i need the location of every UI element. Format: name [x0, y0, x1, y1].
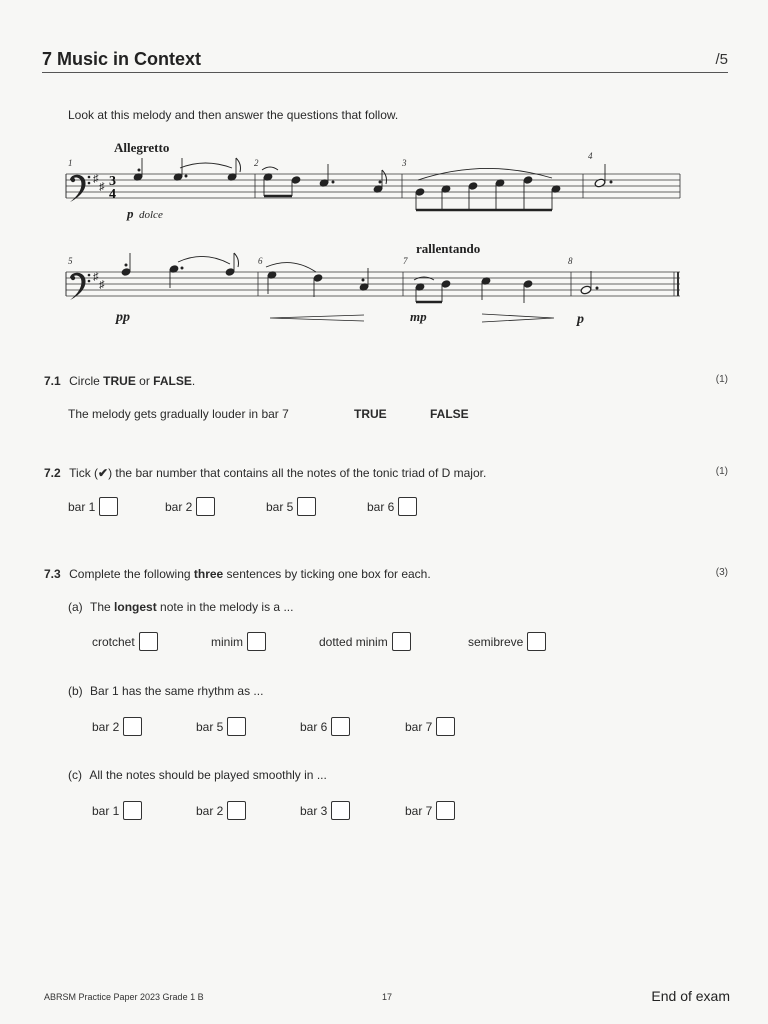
option-label: bar 5 — [196, 719, 224, 734]
option-label: bar 7 — [405, 803, 433, 818]
question-marks: (1) — [715, 374, 728, 385]
option-label: bar 7 — [405, 719, 433, 734]
option-label: semibreve — [468, 634, 524, 649]
option-bar-5 — [266, 497, 316, 516]
section-score: /5 — [715, 51, 728, 68]
option-label: crotchet — [92, 634, 135, 649]
question-number: 7.1 — [44, 374, 61, 388]
tempo-change-marking: rallentando — [416, 241, 481, 256]
option-label: bar 2 — [92, 719, 120, 734]
dynamic-marking: p — [127, 206, 134, 221]
section-title: 7 Music in Context — [42, 49, 202, 69]
tick-box[interactable] — [99, 497, 118, 516]
option-bar-5 — [196, 717, 246, 736]
tick-icon: ✔ — [98, 466, 109, 480]
dynamic-marking: mp — [410, 309, 427, 324]
question-number: 7.3 — [44, 567, 61, 581]
question-marks: (1) — [715, 466, 728, 477]
subquestion-label: (a) — [68, 600, 83, 614]
subquestion-text: The — [90, 600, 115, 614]
tick-box[interactable] — [297, 497, 316, 516]
subquestion-c — [68, 768, 327, 782]
statement-text: The melody gets gradually louder in bar 7 — [68, 407, 289, 421]
option-label: bar 2 — [165, 499, 193, 514]
bar-number: 4 — [588, 151, 593, 161]
tick-box[interactable] — [436, 717, 455, 736]
option-bar-2 — [92, 717, 142, 736]
option-label: bar 3 — [300, 803, 328, 818]
option-label: bar 6 — [367, 499, 395, 514]
footer-paper-title: ABRSM Practice Paper 2023 Grade 1 B — [44, 992, 204, 1002]
subquestion-bold: longest — [114, 600, 157, 614]
subquestion-a — [68, 600, 293, 614]
tick-box[interactable] — [331, 717, 350, 736]
option-label: bar 5 — [266, 499, 294, 514]
notes-line-1 — [133, 158, 612, 210]
tick-box[interactable] — [227, 801, 246, 820]
page-number: 17 — [382, 992, 393, 1002]
option-label: bar 1 — [68, 499, 96, 514]
option-label: bar 6 — [300, 719, 328, 734]
question-7-1-prompt — [44, 372, 195, 390]
prompt-text: or — [135, 374, 154, 388]
option-dotted-minim — [319, 632, 411, 651]
subquestion-label: (c) — [68, 768, 82, 782]
option-label: bar 2 — [196, 803, 224, 818]
time-signature-top: 3 — [109, 174, 116, 189]
bar-number: 7 — [403, 256, 408, 266]
staff-line-1 — [66, 174, 680, 198]
end-of-exam-label: End of exam — [651, 988, 730, 1004]
answer-false[interactable]: FALSE — [430, 407, 469, 421]
prompt-text: . — [191, 374, 196, 388]
option-bar-7 — [405, 801, 455, 820]
option-bar-6 — [300, 717, 350, 736]
bar-number: 1 — [68, 158, 73, 168]
option-bar-2 — [196, 801, 246, 820]
option-bar-2 — [165, 497, 215, 516]
option-minim — [211, 632, 266, 651]
melody-score — [0, 130, 768, 350]
option-semibreve — [468, 632, 546, 651]
option-bar-1 — [68, 497, 118, 516]
bar-number: 5 — [68, 256, 73, 266]
key-sharp-icon: ♯ — [99, 279, 105, 291]
question-number: 7.2 — [44, 466, 61, 480]
option-bar-3 — [300, 801, 350, 820]
question-7-3-prompt — [44, 565, 431, 583]
tick-box[interactable] — [196, 497, 215, 516]
dynamic-marking: p — [577, 312, 584, 327]
subquestion-text: note in the melody is a ... — [156, 600, 294, 614]
option-bar-6 — [367, 497, 417, 516]
answer-true[interactable]: TRUE — [354, 407, 387, 421]
prompt-text: sentences by ticking one box for each. — [223, 567, 431, 581]
bar-number: 2 — [254, 158, 259, 168]
header-rule — [42, 72, 728, 73]
key-sharp-icon: ♯ — [93, 173, 99, 185]
option-bar-7 — [405, 717, 455, 736]
prompt-false: FALSE — [153, 374, 192, 388]
tick-box[interactable] — [123, 801, 142, 820]
time-signature-bottom: 4 — [109, 187, 116, 202]
bar-number: 6 — [258, 256, 263, 266]
tick-box[interactable] — [247, 632, 266, 651]
question-7-2-prompt — [44, 464, 486, 482]
bar-number: 3 — [402, 158, 407, 168]
prompt-true: TRUE — [103, 374, 136, 388]
bar-number: 8 — [568, 256, 573, 266]
expression-marking: dolce — [139, 209, 163, 221]
tick-box[interactable] — [527, 632, 546, 651]
tick-box[interactable] — [392, 632, 411, 651]
prompt-text: Circle — [69, 374, 104, 388]
key-sharp-icon: ♯ — [93, 271, 99, 283]
option-bar-1 — [92, 801, 142, 820]
option-label: bar 1 — [92, 803, 120, 818]
prompt-text: Tick ( — [69, 466, 99, 480]
prompt-text: Complete the following — [69, 567, 194, 581]
subquestion-b — [68, 684, 263, 698]
tick-box[interactable] — [398, 497, 417, 516]
tick-box[interactable] — [139, 632, 158, 651]
tempo-marking: Allegretto — [114, 140, 170, 155]
question-marks: (3) — [715, 567, 728, 578]
option-label: dotted minim — [319, 634, 388, 649]
tick-box[interactable] — [227, 717, 246, 736]
key-sharp-icon: ♯ — [99, 181, 105, 193]
option-label: minim — [211, 634, 243, 649]
subquestion-label: (b) — [68, 684, 83, 698]
prompt-text: ) the bar number that contains all the notes of the tonic triad of D major. — [108, 466, 487, 480]
tick-box[interactable] — [123, 717, 142, 736]
subquestion-text: Bar 1 has the same rhythm as ... — [90, 684, 264, 698]
prompt-bold: three — [193, 567, 224, 581]
subquestion-text: All the notes should be played smoothly in ... — [89, 768, 327, 782]
tick-box[interactable] — [331, 801, 350, 820]
option-crotchet — [92, 632, 158, 651]
intro-text: Look at this melody and then answer the questions that follow. — [68, 108, 399, 122]
tick-box[interactable] — [436, 801, 455, 820]
notes-line-2 — [121, 253, 598, 322]
dynamic-marking: pp — [116, 310, 130, 325]
